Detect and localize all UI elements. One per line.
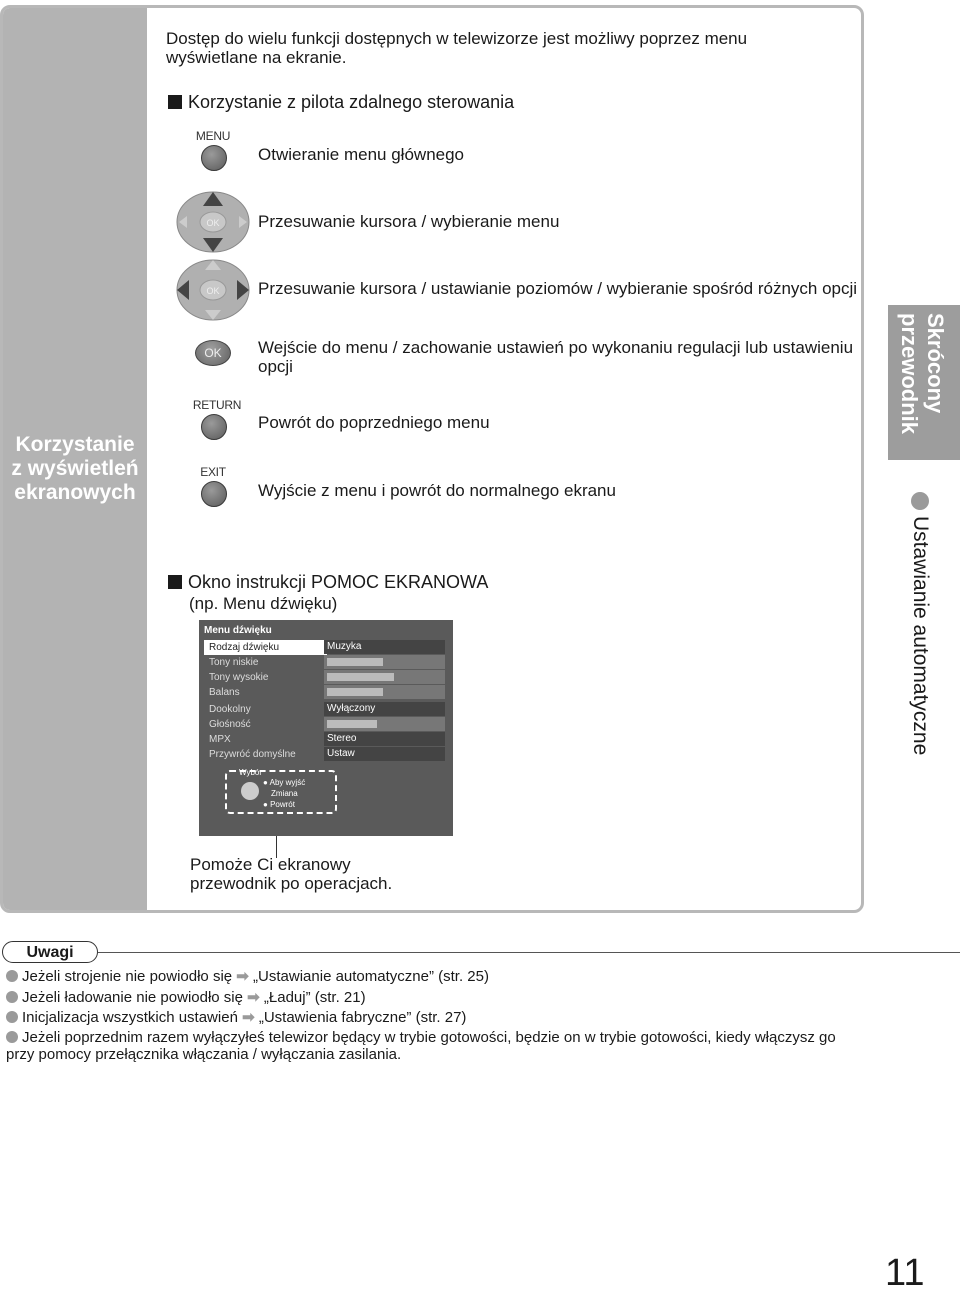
sound-menu-row[interactable] [204,670,446,685]
sound-menu-row-label: MPX [209,734,231,745]
updown-pad-icon [173,188,253,256]
level-bar [327,688,383,696]
exit-button-icon [201,481,227,507]
sound-menu-row[interactable] [204,747,446,762]
sound-menu-row[interactable] [204,717,446,732]
sound-menu-row-value: Muzyka [324,640,445,654]
sound-menu-row[interactable] [204,655,446,670]
ok-button-icon: OK [195,340,231,366]
note-item: Inicjalizacja wszystkich ustawień ➡ „Ustawienia fabryczne” (str. 27) [6,1009,466,1026]
level-bar [327,673,394,681]
round-bullet-icon [6,1011,18,1023]
cursor-pad-icon [241,782,259,800]
sound-menu-row-value [324,655,445,669]
round-bullet-icon [6,1031,18,1043]
return-button-icon [201,414,227,440]
sound-menu-row-value [324,685,445,699]
sound-menu-row-value: Stereo [324,732,445,746]
note-item: Jeżeli strojenie nie powiodło się ➡ „Ustawianie automatyczne” (str. 25) [6,968,489,985]
page-number: 11 [885,1252,925,1294]
help-select: Wybór [239,768,263,777]
square-bullet-icon [168,95,182,109]
round-bullet-icon [911,492,929,510]
remote-item-menu: Otwieranie menu głównego [258,145,465,164]
exit-button-label: EXIT [200,465,226,479]
quick-guide-tab [888,305,960,460]
menu-button-label: MENU [195,129,231,143]
help-heading: Okno instrukcji POMOC EKRANOWA [168,572,488,593]
leftright-pad-icon [173,256,253,324]
remote-item-updown: Przesuwanie kursora / wybieranie menu [258,212,560,231]
sound-menu-row-value [324,717,445,731]
instruction-panel [0,5,864,913]
return-button-label: RETURN [192,398,242,412]
svg-text:OK: OK [206,286,220,296]
sound-menu-row[interactable] [204,685,446,700]
remote-item-leftright: Przesuwanie kursora / ustawianie poziomów / wybieranie spośród różnych opcji [258,279,858,298]
help-subheading: (np. Menu dźwięku) [189,594,338,613]
round-bullet-icon [6,991,18,1003]
sound-menu-row[interactable] [204,640,446,655]
section-title: Korzystanie z wyświetleń ekranowych [11,433,139,504]
intro-text: Dostęp do wielu funkcji dostępnych w telewizorze jest możliwy poprzez menu wyświetlane na ekranie. [166,29,748,67]
remote-item-return: Powrót do poprzedniego menu [258,413,490,432]
sound-menu-row-label: Przywróć domyślne [209,749,296,760]
sound-menu-row-label: Dookolny [209,704,251,715]
note-item: Jeżeli poprzednim razem wyłączyłeś telewizor będący w trybie gotowości, będzie on w trybie gotowości, kiedy włączysz go przy pomocy przełącznika włączania / wyłączania zasilania. [6,1029,836,1063]
round-bullet-icon [6,970,18,982]
arrow-right-icon: ➡ [242,1009,255,1026]
square-bullet-icon [168,575,182,589]
sound-menu-row-value: Wyłączony [324,702,445,716]
sound-menu-row-value: Ustaw [324,747,445,761]
sound-menu-screen [199,620,453,836]
sound-menu-title: Menu dźwięku [204,625,272,636]
quick-guide-subtitle: Ustawianie automatyczne [909,516,932,756]
sound-menu-row[interactable] [204,702,446,717]
level-bar [327,658,383,666]
quick-guide-title: Skrócony przewodnik [897,313,948,435]
help-exit: ● Aby wyjść [263,778,306,787]
sound-menu-row-label: Tony niskie [209,657,259,668]
sound-menu-row-label: Tony wysokie [209,672,269,683]
sound-menu-row-label: Głośność [209,719,251,730]
sound-menu-rows [204,640,446,762]
notes-divider [98,952,960,953]
note-item: Jeżeli ładowanie nie powiodło się ➡ „Ładuj” (str. 21) [6,989,366,1006]
help-caption: Pomoże Ci ekranowy przewodnik po operacjach. [190,855,393,893]
help-change: Zmiana [271,789,298,798]
help-box [225,770,337,814]
arrow-right-icon: ➡ [247,989,260,1006]
sound-menu-row[interactable] [204,732,446,747]
sound-menu-row-value [324,670,445,684]
sound-menu-row-label: Rodzaj dźwięku [204,640,327,655]
menu-button-icon [201,145,227,171]
sound-menu-row-label: Balans [209,687,240,698]
help-back: ● Powrót [263,800,295,809]
notes-title: Uwagi [2,941,98,963]
remote-heading: Korzystanie z pilota zdalnego sterowania [168,92,514,113]
arrow-right-icon: ➡ [236,968,249,985]
level-bar [327,720,377,728]
svg-text:OK: OK [206,218,220,228]
remote-item-ok: Wejście do menu / zachowanie ustawień po wykonaniu regulacji lub ustawieniu opcji [258,338,854,376]
remote-item-exit: Wyjście z menu i powrót do normalnego ekranu [258,481,616,500]
